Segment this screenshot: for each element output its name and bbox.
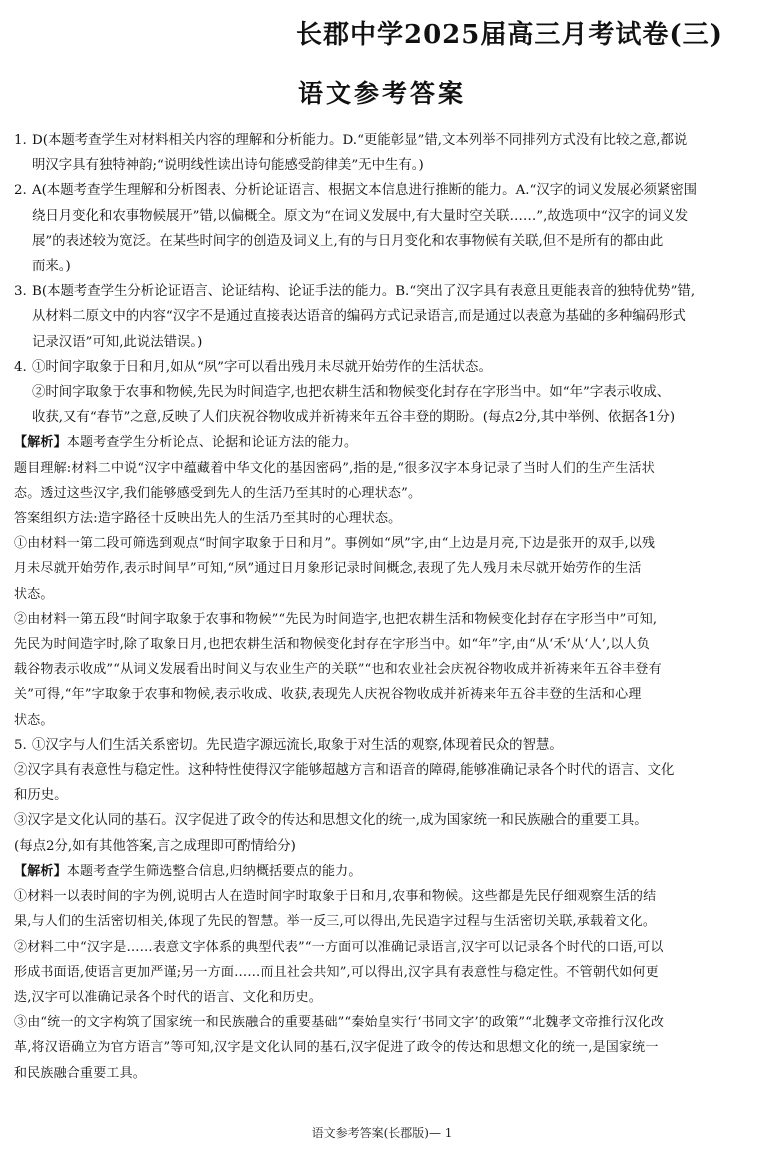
analysis-line: ②材料二中“汉字是……表意文字体系的典型代表”“一方面可以准确记录语言,汉字可以记录各个时代的口语,可以 xyxy=(14,939,664,955)
answer-line: ①时间字取象于日和月,如从“夙”字可以看出残月未尽就开始劳作的生活状态。 xyxy=(32,359,492,375)
analysis-line: 题目理解:材料二中说“汉字中蕴藏着中华文化的基因密码”,指的是,“很多汉字本身记录了当时人们的生产生活状 xyxy=(14,460,655,476)
answer-line: ①汉字与人们生活关系密切。先民造字源远流长,取象于对生活的观察,体现着民众的智慧。 xyxy=(32,737,563,753)
question-4 xyxy=(14,355,756,431)
answer-line: ②汉字具有表意性与稳定性。这种特性使得汉字能够超越方言和语音的障碍,能够准确记录各个时代的语言、文化 xyxy=(14,763,675,779)
analysis-line: 和民族融合重要工具。 xyxy=(14,1065,147,1081)
answer-block-5 xyxy=(14,758,756,859)
analysis-line: 月未尽就开始劳作,表示时间早”可知,“夙”通过日月象形记录时间概念,表现了先人残月未尽就开始劳作的生活 xyxy=(14,561,642,577)
analysis-line: 状态。 xyxy=(14,586,54,602)
page-footer: 语文参考答案(长郡版)— 1 xyxy=(311,1126,453,1140)
analysis-line: 形成书面语,使语言更加严谨;另一方面……而且社会共知”,可以得出,汉字具有表意性与稳定性。不管朝代如何更 xyxy=(14,964,659,980)
page-title: 语文参考答案 xyxy=(297,79,466,108)
answer-line: 明汉字具有独特神韵;“说明线性读出诗句能感受韵律美”无中生有。) xyxy=(32,158,424,174)
analysis-head-text: 本题考查学生分析论点、论据和论证方法的能力。 xyxy=(66,435,358,451)
question-number: 5. xyxy=(14,737,27,753)
analysis-line: 答案组织方法:造字路径十反映出先人的生活乃至其时的心理状态。 xyxy=(14,511,402,527)
question-number: 1. xyxy=(14,133,27,148)
analysis-line: 关”可得,“年”字取象于农事和物候,表示收成、收获,表现先人庆祝谷物收成并祈祷来年五谷丰登的生活和心理 xyxy=(14,687,642,703)
answer-line: A(本题考查学生理解和分析图表、分析论证语言、根据文本信息进行推断的能力。A.“汉字的词义发展必须紧密围 xyxy=(32,183,698,199)
analysis-line: ③由“统一的文字构筑了国家统一和民族融合的重要基础”“秦始皇实行‘书同文字’的政策”“北魏孝文帝推行汉化改 xyxy=(14,1015,665,1031)
analysis-line: 态。透过这些汉字,我们能够感受到先人的生活乃至其时的心理状态”。 xyxy=(14,485,422,501)
answer-line: 展”的表述较为宽泛。在某些时间字的创造及词义上,有的与日月变化和农事物候有关联,但不是所有的都由此 xyxy=(32,233,664,249)
analysis-line: ①材料一以表时间的字为例,说明古人在造时间字时取象于日和月,农事和物候。这些都是先民仔细观察生活的结 xyxy=(14,889,657,905)
analysis-tag: 【解析】 xyxy=(14,863,67,879)
analysis-line: 果,与人们的生活密切相关,体现了先民的智慧。举一反三,可以得出,先民造字过程与生活密切关联,承载着文化。 xyxy=(14,914,657,930)
analysis-block-5 xyxy=(14,859,756,1086)
analysis-tag: 【解析】 xyxy=(14,435,67,451)
answer-line: 收获,又有“春节”之意,反映了人们庆祝谷物收成并祈祷来年五谷丰登的期盼。(每点2分,其中举例、依据各1分) xyxy=(32,410,676,426)
question-3 xyxy=(14,279,756,355)
analysis-line: 革,将汉语确立为官方语言”等可知,汉字是文化认同的基石,汉字促进了政令的传达和思想文化的统一,是国家统一 xyxy=(14,1040,659,1056)
answer-line: (每点2分,如有其他答案,言之成理即可酌情给分) xyxy=(14,838,296,854)
question-5 xyxy=(14,733,756,758)
analysis-line: 先民为时间造字时,除了取象日月,也把农耕生活和物候变化封存在字形当中。如“年”字,由“从‘禾’从‘人’,以人负 xyxy=(14,637,650,653)
question-number: 3. xyxy=(14,284,27,300)
answer-line: 而来。) xyxy=(32,259,71,275)
answer-line: ③汉字是文化认同的基石。汉字促进了政令的传达和思想文化的统一,成为国家统一和民族融合的重要工具。 xyxy=(14,813,648,829)
analysis-line: 载谷物表示收成”“从词义发展看出时间义与农业生产的关联”“也和农业社会庆祝谷物收成并祈祷来年五谷丰登有 xyxy=(14,662,662,678)
answer-line: 记录汉语”可知,此说法错误。) xyxy=(32,334,203,350)
answer-line: 和历史。 xyxy=(14,788,68,804)
analysis-heading xyxy=(14,859,756,884)
analysis-heading xyxy=(14,430,756,455)
question-number: 2. xyxy=(14,183,27,199)
question-1 xyxy=(14,128,756,178)
question-2 xyxy=(14,178,756,279)
answer-line: 绕日月变化和农事物候展开”错,以偏概全。原文为“在词义发展中,有大量时空关联……”,故选项中“汉字的词义发 xyxy=(32,208,689,224)
analysis-line: 迭,汉字可以准确记录各个时代的语言、文化和历史。 xyxy=(14,989,322,1005)
answer-line: ②时间字取象于农事和物候,先民为时间造字,也把农耕生活和物候变化封存在字形当中。如“年”字表示收成、 xyxy=(32,385,671,401)
answer-line: B(本题考查学生分析论证语言、论证结构、论证手法的能力。B.“突出了汉字具有表意且更能表音的独特优势”错, xyxy=(32,284,696,300)
question-number: 4. xyxy=(14,359,27,375)
analysis-block-4 xyxy=(14,430,756,732)
answer-line: D(本题考查学生对材料相关内容的理解和分析能力。D.“更能彰显”错,文本列举不同排列方式没有比较之意,都说 xyxy=(32,133,688,148)
analysis-line: ②由材料一第五段“时间字取象于农事和物候”“先民为时间造字,也把农耕生活和物候变化封存在字形当中”可知, xyxy=(14,611,658,627)
exam-title: 长郡中学2025届高三月考试卷(三) xyxy=(296,20,723,50)
answers-body xyxy=(14,128,756,1086)
analysis-head-text: 本题考查学生筛选整合信息,归纳概括要点的能力。 xyxy=(66,863,362,879)
analysis-line: 状态。 xyxy=(14,712,54,728)
analysis-line: ①由材料一第二段可筛选到观点“时间字取象于日和月”。事例如“夙”字,由“上边是月亮,下边是张开的双手,以残 xyxy=(14,536,656,552)
answer-line: 从材料二原文中的内容“汉字不是通过直接表达语音的编码方式记录语言,而是通过以表意为基础的多种编码形式 xyxy=(32,309,686,325)
